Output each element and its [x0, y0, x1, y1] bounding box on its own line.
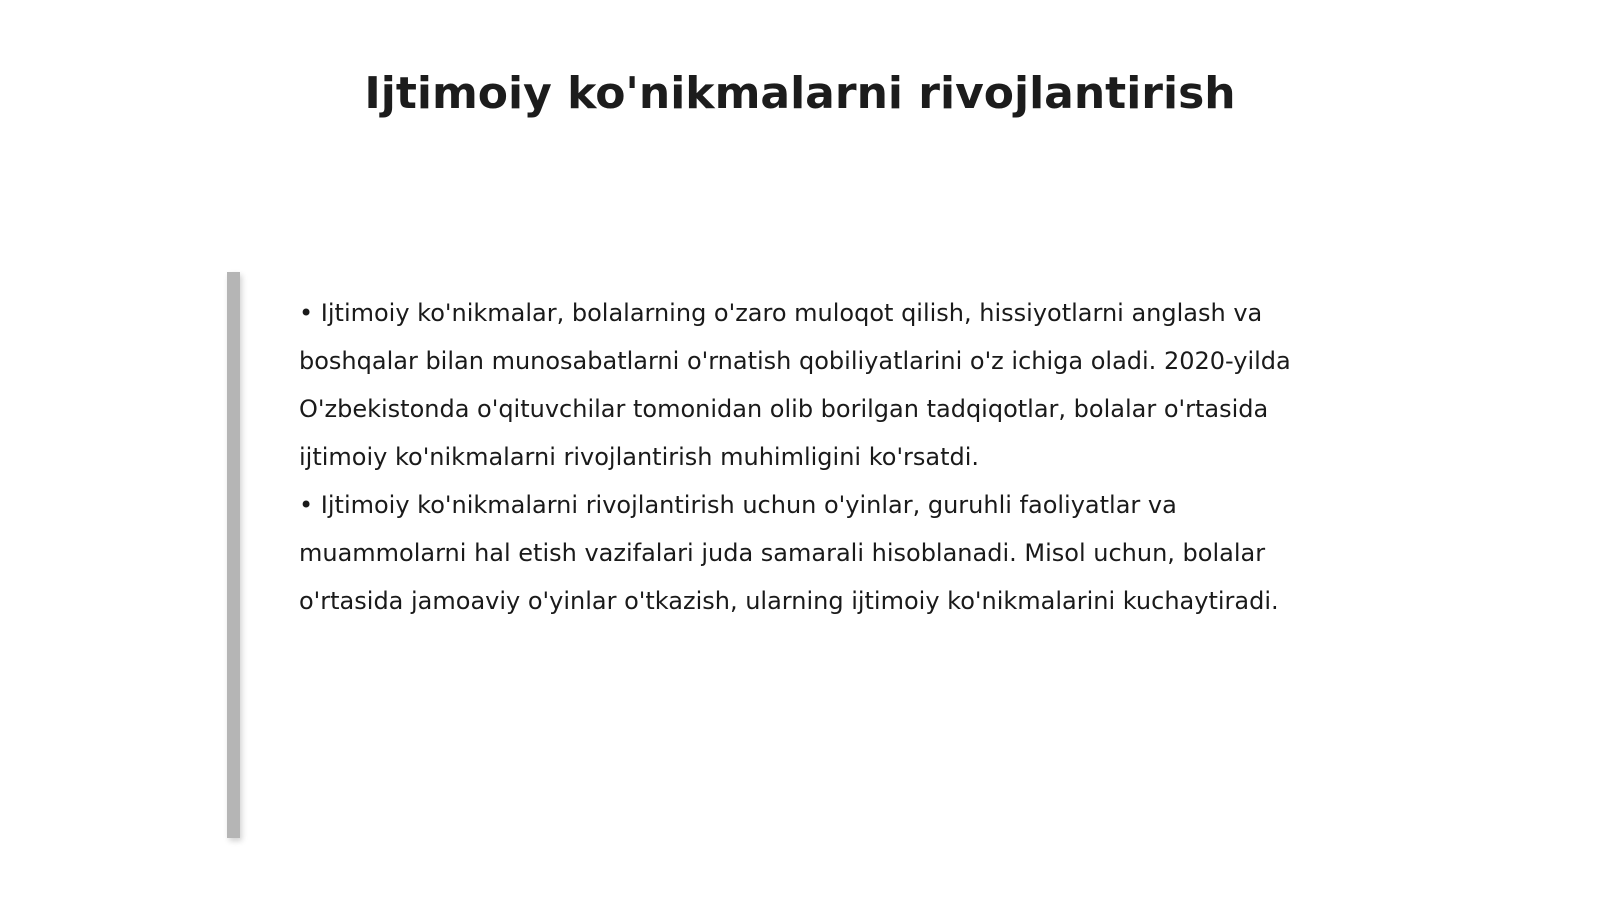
accent-bar — [227, 272, 240, 838]
bullet-list — [299, 289, 1319, 625]
slide-title: Ijtimoiy ko'nikmalarni rivojlantirish — [364, 68, 1236, 119]
bullet-item: • Ijtimoiy ko'nikmalar, bolalarning o'zaro muloqot qilish, hissiyotlarni anglash va boshqalar bilan munosabatlarni o'rnatish qobiliyatlarini o'z ichiga oladi. 2020-yilda O'zbekistonda o'qituvchilar tomonidan olib borilgan tadqiqotlar, bolalar o'rtasida ijtimoiy ko'nikmalarni rivojlantirish muhimligini ko'rsatdi. — [299, 299, 1291, 471]
bullet-item: • Ijtimoiy ko'nikmalarni rivojlantirish uchun o'yinlar, guruhli faoliyatlar va muammolarni hal etish vazifalari juda samarali hisoblanadi. Misol uchun, bolalar o'rtasida jamoaviy o'yinlar o'tkazish, ularning ijtimoiy ko'nikmalarini kuchaytiradi. — [299, 491, 1279, 615]
